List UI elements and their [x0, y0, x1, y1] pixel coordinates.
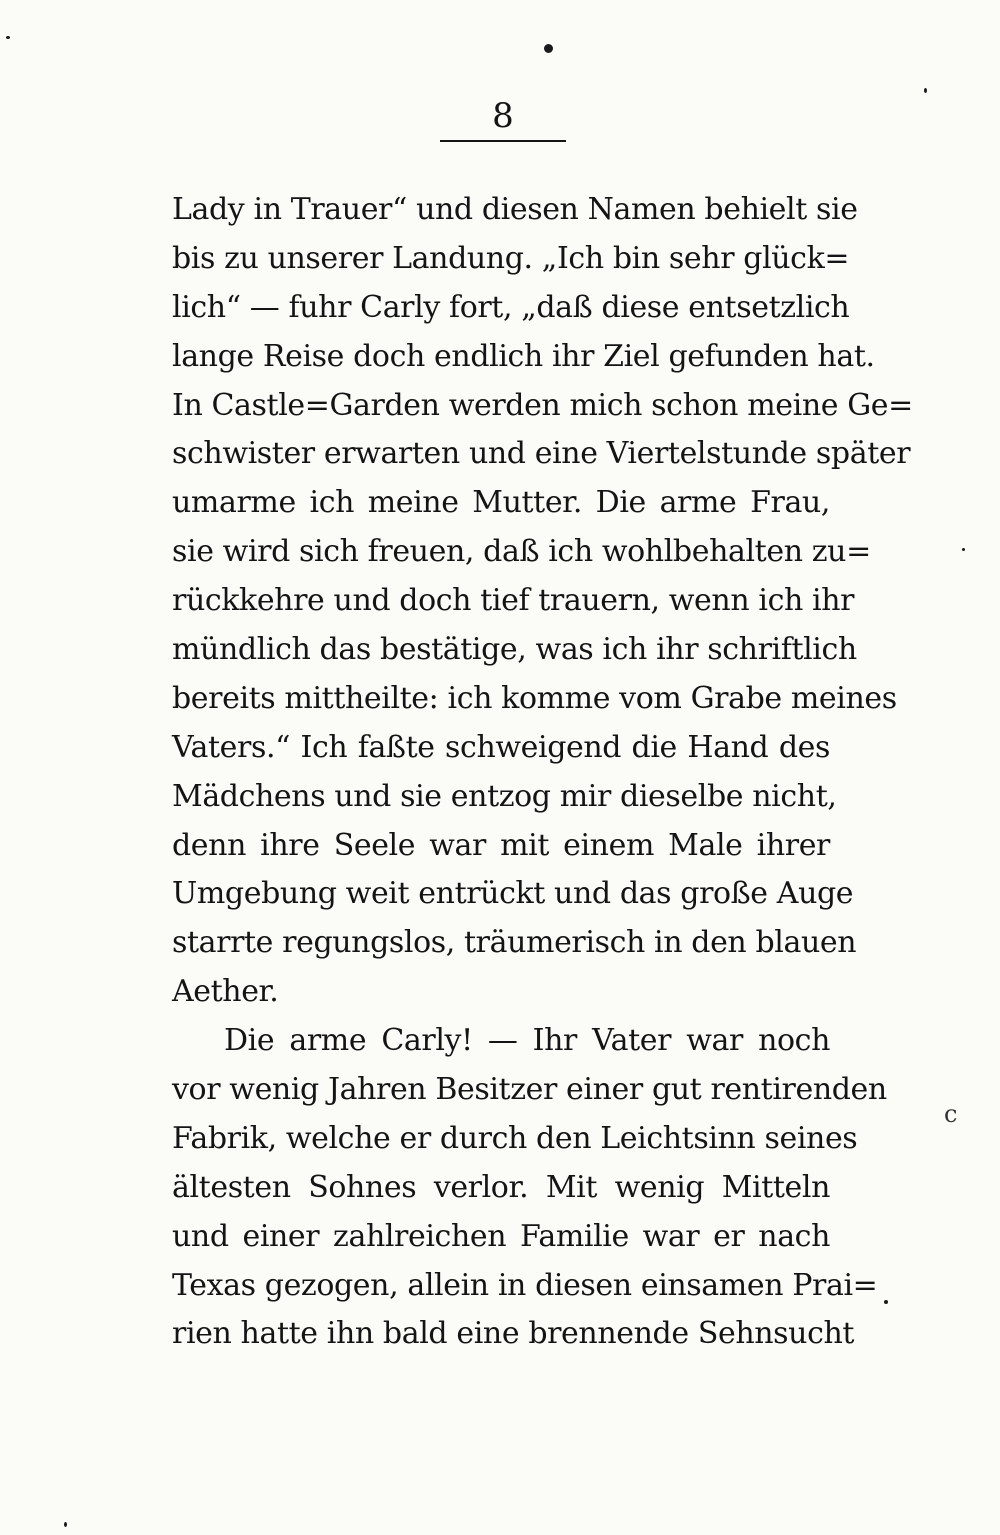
text-line: denn ihre Seele war mit einem Male ihrer: [172, 827, 830, 863]
text-line: umarme ich meine Mutter. Die arme Frau,: [172, 485, 830, 521]
text-line: In Castle=Garden werden mich schon meine Ge=: [172, 387, 913, 423]
text-line: und einer zahlreichen Familie war er nach: [172, 1218, 830, 1254]
text-line: ältesten Sohnes verlor. Mit wenig Mitteln: [172, 1169, 830, 1205]
ink-speck-right-lower: [884, 1300, 888, 1304]
text-line: vor wenig Jahren Besitzer einer gut rentirenden: [172, 1072, 887, 1108]
ink-speck-bottom-left: [64, 1522, 67, 1527]
margin-mark: c: [944, 1100, 958, 1128]
text-line-paragraph-start: Die arme Carly! — Ihr Vater war noch: [224, 1023, 830, 1059]
ink-speck-right-margin: [962, 548, 965, 551]
ink-speck-right-edge: [924, 88, 927, 93]
text-line: rückkehre und doch tief trauern, wenn ich ihr: [172, 583, 855, 619]
ink-speck-left-edge: [6, 36, 10, 39]
text-line: Umgebung weit entrückt und das große Auge: [172, 876, 854, 912]
text-line-paragraph-end: Aether.: [172, 974, 279, 1010]
text-line: lich“ — fuhr Carly fort, „daß diese entsetzlich: [172, 289, 850, 325]
text-line: Mädchens und sie entzog mir dieselbe nicht,: [172, 778, 837, 814]
text-line: Vaters.“ Ich faßte schweigend die Hand des: [172, 729, 830, 765]
ink-speck-top: [544, 44, 553, 53]
text-line: Lady in Trauer“ und diesen Namen behielt sie: [172, 192, 858, 227]
page-number: 8: [492, 96, 514, 136]
text-line: bis zu unserer Landung. „Ich bin sehr glück=: [172, 240, 850, 276]
text-line: rien hatte ihn bald eine brennende Sehnsucht: [172, 1316, 855, 1352]
text-line: lange Reise doch endlich ihr Ziel gefunden hat.: [172, 338, 875, 374]
text-line: schwister erwarten und eine Viertelstunde später: [172, 436, 911, 472]
body-text: [172, 186, 913, 1359]
text-line: bereits mittheilte: ich komme vom Grabe meines: [172, 680, 897, 716]
text-line: sie wird sich freuen, daß ich wohlbehalten zu=: [172, 534, 871, 570]
text-line: Fabrik, welche er durch den Leichtsinn seines: [172, 1120, 858, 1156]
header-rule: [440, 140, 566, 142]
text-line: mündlich das bestätige, was ich ihr schriftlich: [172, 632, 857, 668]
text-line: starrte regungslos, träumerisch in den blauen: [172, 925, 857, 961]
text-line: Texas gezogen, allein in diesen einsamen Prai=: [172, 1267, 878, 1303]
